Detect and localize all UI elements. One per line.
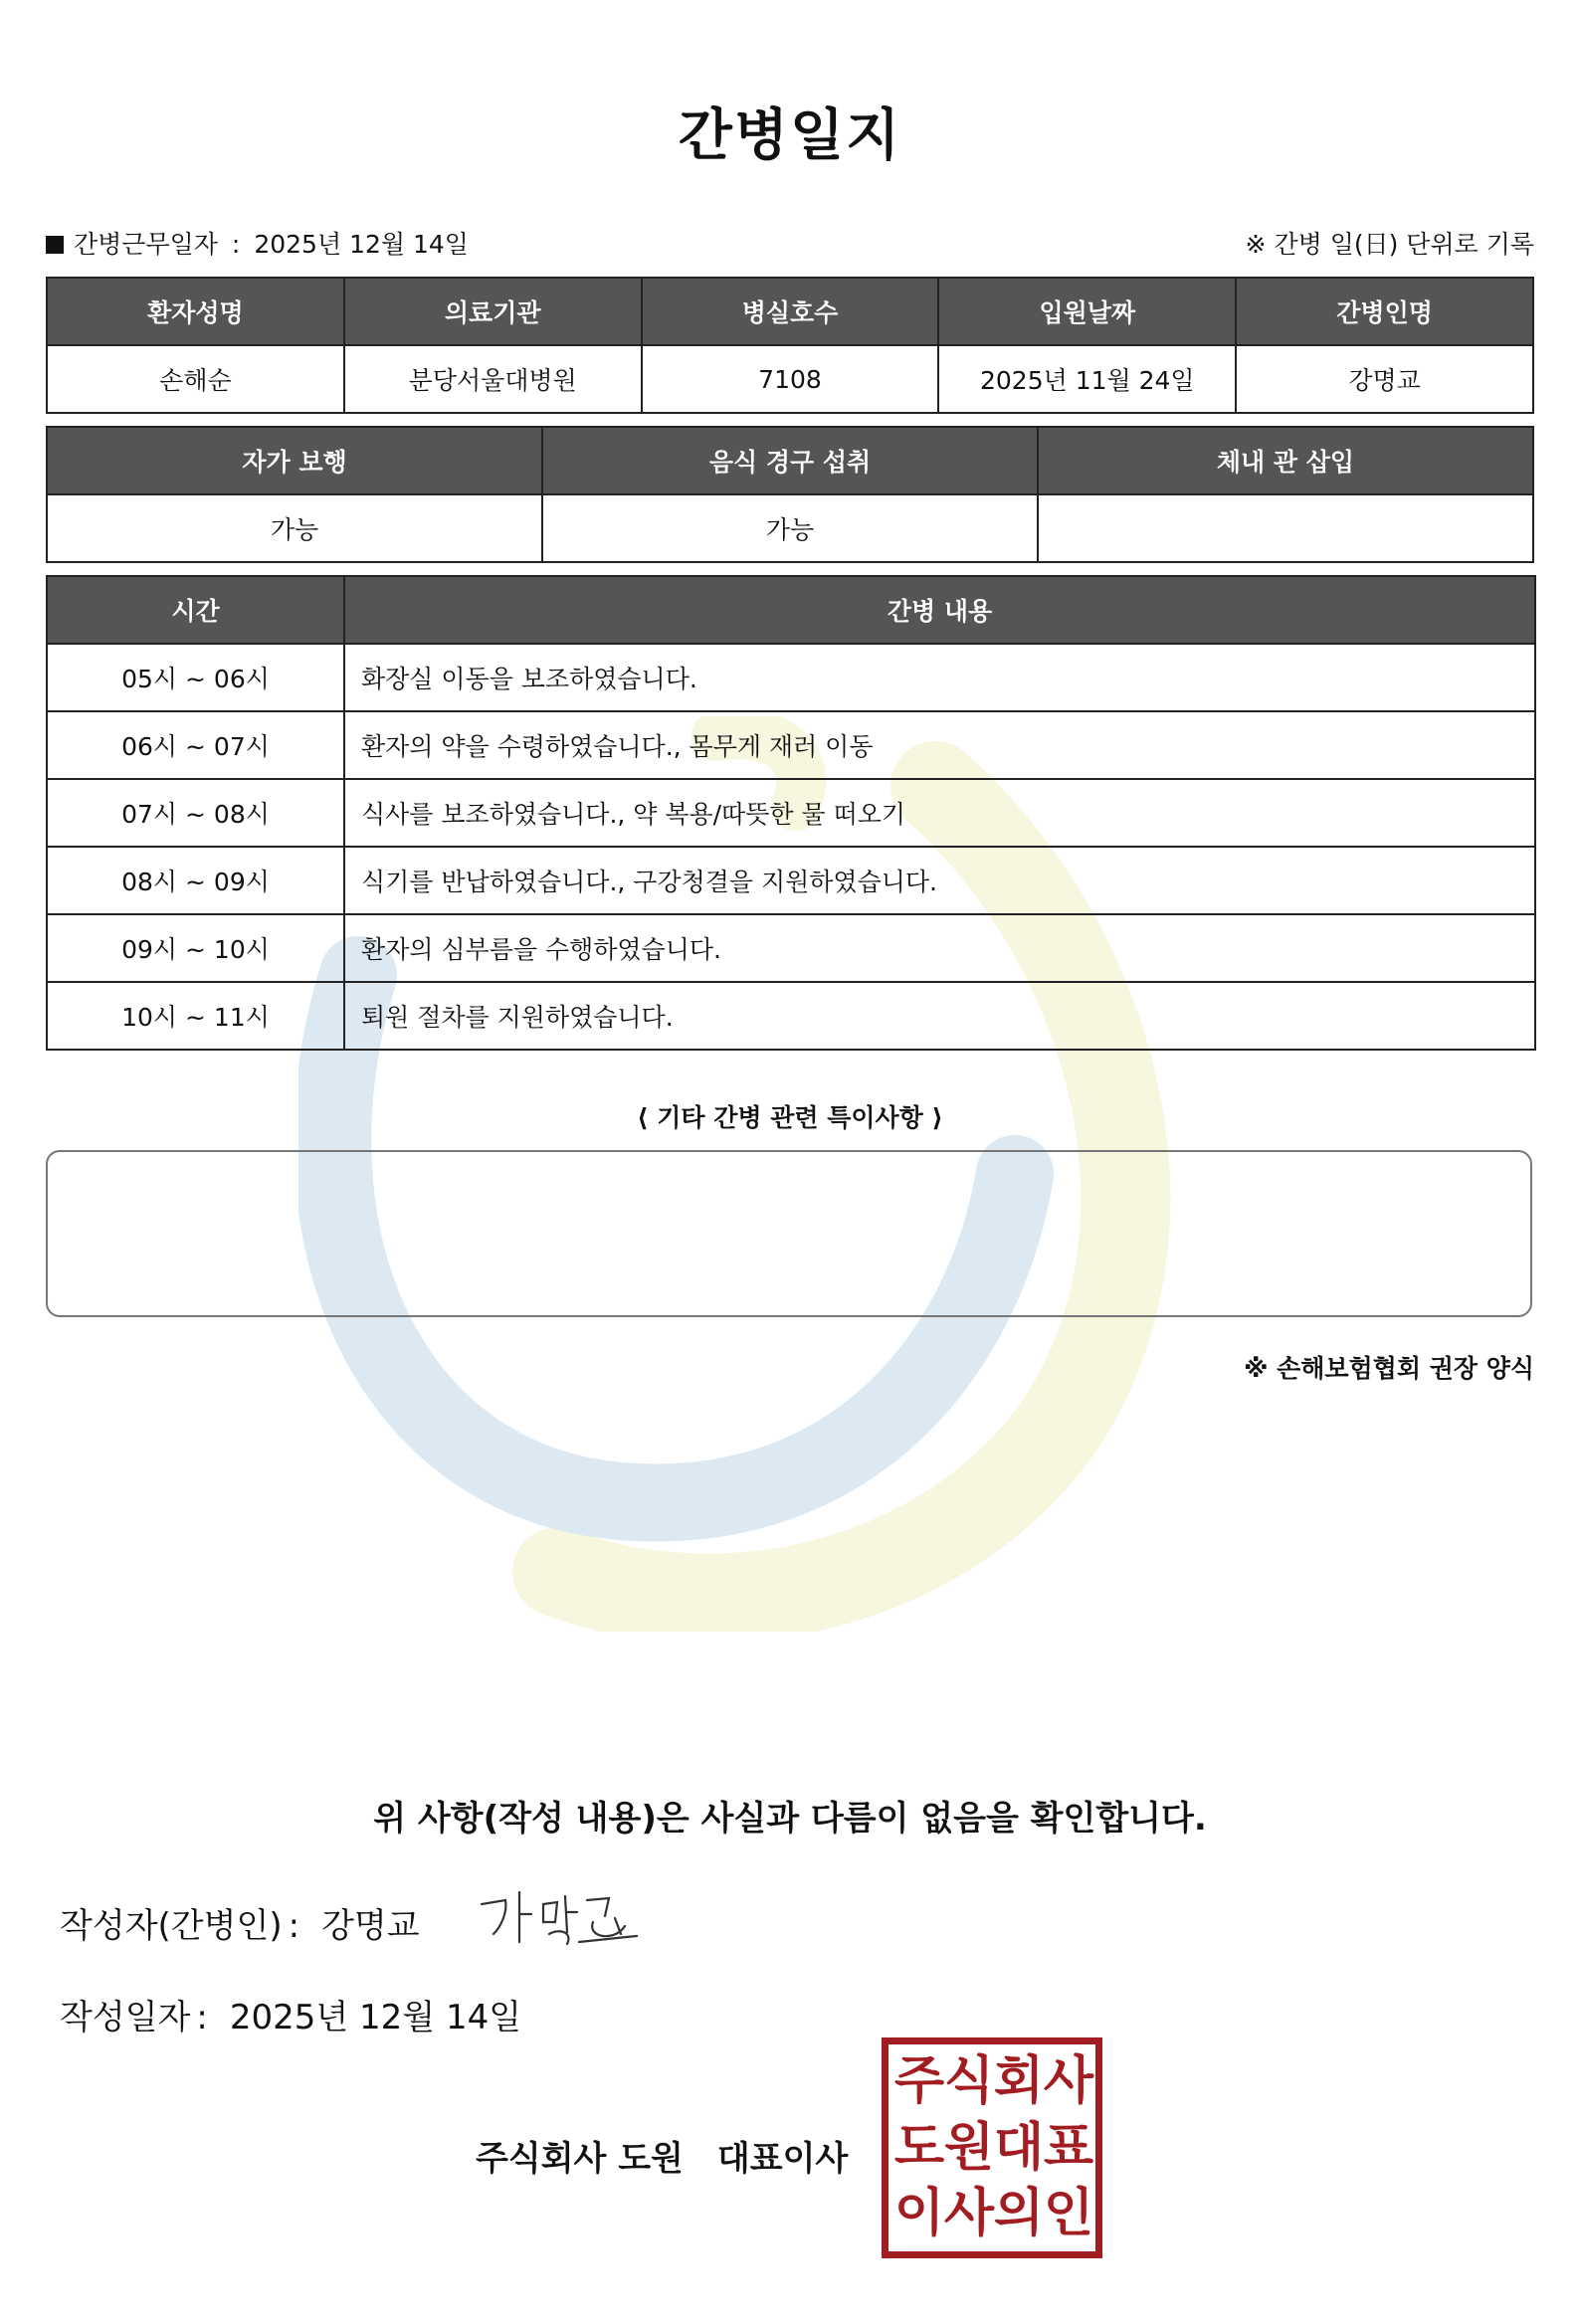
- confirmation-statement: 위 사항(작성 내용)은 사실과 다름이 없음을 확인합니다.: [373, 1799, 1207, 1839]
- writer-label: 작성자(간병인): [60, 1906, 283, 1946]
- oral-intake-value: 가능: [542, 494, 1038, 562]
- header-time: 시간: [47, 576, 344, 644]
- work-date-value: 2025년 12월 14일: [254, 230, 469, 259]
- care-record-table: [46, 575, 1536, 1051]
- writer-colon: :: [288, 1906, 300, 1946]
- table-row: [47, 644, 1535, 711]
- patient-info-value-row: [47, 345, 1533, 413]
- time-slot: 09시 ~ 10시: [47, 914, 344, 982]
- room-number: 7108: [642, 345, 939, 413]
- seal-char: 원: [943, 2117, 991, 2178]
- time-slot: 06시 ~ 07시: [47, 711, 344, 779]
- patient-info-table: [46, 277, 1534, 414]
- seal-char: 주: [893, 2051, 941, 2111]
- signature: [476, 1882, 645, 1952]
- writer-line: [60, 1898, 420, 1947]
- care-content: 식기를 반납하였습니다., 구강청결을 지원하였습니다.: [344, 847, 1535, 914]
- table-row: [47, 914, 1535, 982]
- seal-char: 사: [943, 2184, 991, 2244]
- company-seal: [882, 2037, 1102, 2258]
- work-date: [46, 225, 469, 261]
- notes-title: ⟨ 기타 간병 관련 특이사항 ⟩: [637, 1103, 943, 1132]
- written-date-value: 2025년 12월 14일: [229, 1998, 522, 2037]
- seal-char: 대: [993, 2117, 1041, 2178]
- seal-char: 이: [893, 2184, 941, 2244]
- company-line: [476, 2131, 848, 2180]
- tube-insertion-value: [1038, 494, 1533, 562]
- table-row: [47, 982, 1535, 1050]
- time-slot: 05시 ~ 06시: [47, 644, 344, 711]
- seal-char: 의: [993, 2184, 1041, 2244]
- table-row: [47, 779, 1535, 847]
- header-care-content: 간병 내용: [344, 576, 1535, 644]
- seal-char: 인: [1043, 2184, 1090, 2244]
- care-content: 환자의 약을 수령하였습니다., 몸무게 재러 이동: [344, 711, 1535, 779]
- time-slot: 07시 ~ 08시: [47, 779, 344, 847]
- table-row: [47, 847, 1535, 914]
- header-tube-insertion: 체내 관 삽입: [1038, 427, 1533, 494]
- company-name: 주식회사 도원: [476, 2139, 684, 2179]
- care-content: 식사를 보조하였습니다., 약 복용/따뜻한 물 떠오기: [344, 779, 1535, 847]
- caregiver-name: 강명교: [1236, 345, 1533, 413]
- hospital-name: 분당서울대병원: [344, 345, 642, 413]
- care-content: 화장실 이동을 보조하였습니다.: [344, 644, 1535, 711]
- seal-char: 도: [893, 2117, 941, 2178]
- self-walking-value: 가능: [47, 494, 542, 562]
- form-note: ※ 손해보험협회 권장 양식: [1244, 1354, 1534, 1383]
- header-admission-date: 입원날짜: [938, 278, 1236, 345]
- seal-characters: [892, 2048, 1091, 2247]
- square-bullet-icon: [46, 236, 64, 254]
- care-record-header-row: [47, 576, 1535, 644]
- time-slot: 08시 ~ 09시: [47, 847, 344, 914]
- header-self-walking: 자가 보행: [47, 427, 542, 494]
- written-date-colon: :: [196, 1998, 208, 2037]
- admission-date: 2025년 11월 24일: [938, 345, 1236, 413]
- seal-char: 표: [1043, 2117, 1090, 2178]
- table-row: [47, 711, 1535, 779]
- header-oral-intake: 음식 경구 섭취: [542, 427, 1038, 494]
- header-hospital: 의료기관: [344, 278, 642, 345]
- patient-info-header-row: [47, 278, 1533, 345]
- header-caregiver-name: 간병인명: [1236, 278, 1533, 345]
- care-content: 환자의 심부름을 수행하였습니다.: [344, 914, 1535, 982]
- work-date-colon: :: [231, 230, 241, 259]
- company-title: 대표이사: [716, 2139, 849, 2179]
- page-title: 간병일지: [678, 103, 902, 168]
- written-date-line: [60, 1990, 521, 2038]
- seal-char: 회: [993, 2051, 1041, 2111]
- written-date-label: 작성일자: [60, 1998, 191, 2037]
- patient-name: 손해순: [47, 345, 344, 413]
- time-slot: 10시 ~ 11시: [47, 982, 344, 1050]
- seal-char: 사: [1043, 2051, 1090, 2111]
- seal-char: 식: [943, 2051, 991, 2111]
- patient-status-value-row: [47, 494, 1533, 562]
- work-date-label: 간병근무일자: [74, 230, 218, 259]
- unit-note: ※ 간병 일(日) 단위로 기록: [1245, 230, 1534, 259]
- patient-status-header-row: [47, 427, 1533, 494]
- header-patient-name: 환자성명: [47, 278, 344, 345]
- notes-box: [46, 1150, 1532, 1317]
- writer-name: 강명교: [321, 1906, 420, 1946]
- patient-status-table: [46, 426, 1534, 563]
- header-room-number: 병실호수: [642, 278, 939, 345]
- care-content: 퇴원 절차를 지원하였습니다.: [344, 982, 1535, 1050]
